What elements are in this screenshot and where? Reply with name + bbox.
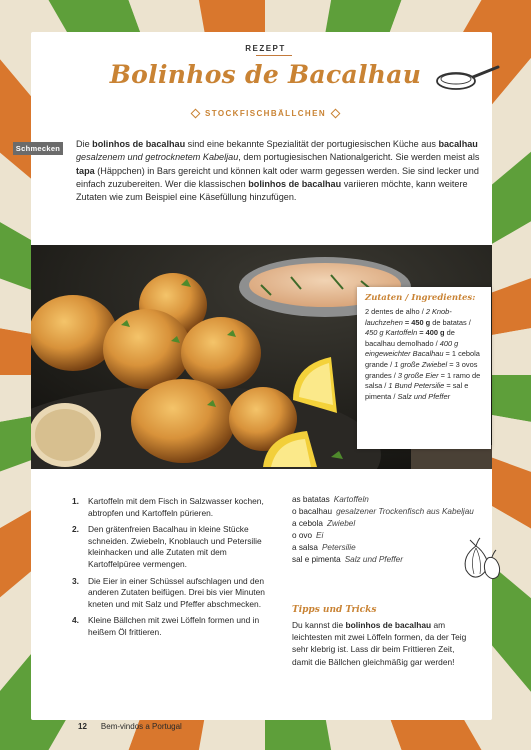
method-step: 1. Kartoffeln mit dem Fisch in Salzwasser kochen, abtropfen und Kartoffeln pürieren. <box>72 496 264 518</box>
tips-heading: Tipps und Tricks <box>292 605 377 615</box>
diamond-icon <box>331 108 341 118</box>
ingredients-list: 2 dentes de alho / 2 Knoblauchzehen = 450 g de batatas / 450 g Kartoffeln = 400 g de bacalhau demolhado / 400 g eingeweichter Bacalhau = 1 cebola grande / 1 große Zwiebel = 3 ovos grandes / 3 große Eier = 1 ramo de salsa / 1 Bund Petersilie = sal e pimenta / Salz und Pfeffer <box>365 307 481 401</box>
vocab-item: o ovo Ei <box>292 531 324 541</box>
vocabulary-list <box>292 494 476 567</box>
recipe-kicker: REZEPT <box>245 44 286 53</box>
section-tag: Schmecken <box>13 142 63 155</box>
page-number: 12 <box>78 722 87 731</box>
method-steps <box>72 496 276 644</box>
method-step: 3. Die Eier in einer Schüssel aufschlagen und den anderen Zutaten beifügen. Drei bis vier Minuten kneten und mit Salz und Pfeffer abschmecken. <box>72 575 265 609</box>
vocab-item: a cebola Zwiebel <box>292 519 356 529</box>
vocab-item: a salsa Petersilie <box>292 543 356 553</box>
recipe-title: Bolinhos de Bacalhau <box>109 60 422 89</box>
page-footer <box>78 722 182 731</box>
ingredients-box <box>357 287 491 449</box>
frying-pan-icon <box>432 60 504 94</box>
method-step: 4. Kleine Bällchen mit zwei Löffeln formen und in heißem Öl frittieren. <box>72 615 260 637</box>
vocab-item: o bacalhau gesalzener Trockenfisch aus Kabeljau <box>292 507 474 517</box>
intro-paragraph: Die bolinhos de bacalhau sind eine bekannte Spezialität der portugiesischen Küche aus bacalhau gesalzenem und getrocknetem Kabeljau, dem portugiesischen Nationalgericht. Sie werden meist als tapa (Häppchen) in Bars gereicht und können kalt oder warm gegessen werden. Sie sind lecker und einfach zuzubereiten. Wer die klassischen bolinhos de bacalhau variieren möchte, kann weitere Zutaten wie zum Beispiel eine Käsefüllung hinzufügen. <box>76 139 480 203</box>
method-step: 2. Den grätenfreien Bacalhau in kleine Stücke schneiden. Zwiebeln, Knoblauch und Petersilie kleinhacken und alle Zutaten mit dem Kartoffelpüree vermengen. <box>72 524 262 569</box>
vocab-item: as batatas Kartoffeln <box>292 495 369 504</box>
vocab-item: sal e pimenta Salz und Pfeffer <box>292 555 403 565</box>
recipe-subtitle <box>0 109 531 118</box>
ingredients-heading: Zutaten / Ingredientes: <box>365 293 476 303</box>
onion-icon <box>458 536 504 584</box>
tips-paragraph: Du kannst die bolinhos de bacalhau am leichtesten mit zwei Löffeln formen, da der Teig sehr klebrig ist. Lass dir beim Frittieren Zeit, damit die Bällchen gleichmäßig gar werden! <box>292 620 467 667</box>
subtitle-text: STOCKFISCHBÄLLCHEN <box>204 109 327 118</box>
diamond-icon <box>191 108 201 118</box>
book-title: Bem-vindos a Portugal <box>100 722 182 731</box>
kicker-underline <box>256 55 292 56</box>
